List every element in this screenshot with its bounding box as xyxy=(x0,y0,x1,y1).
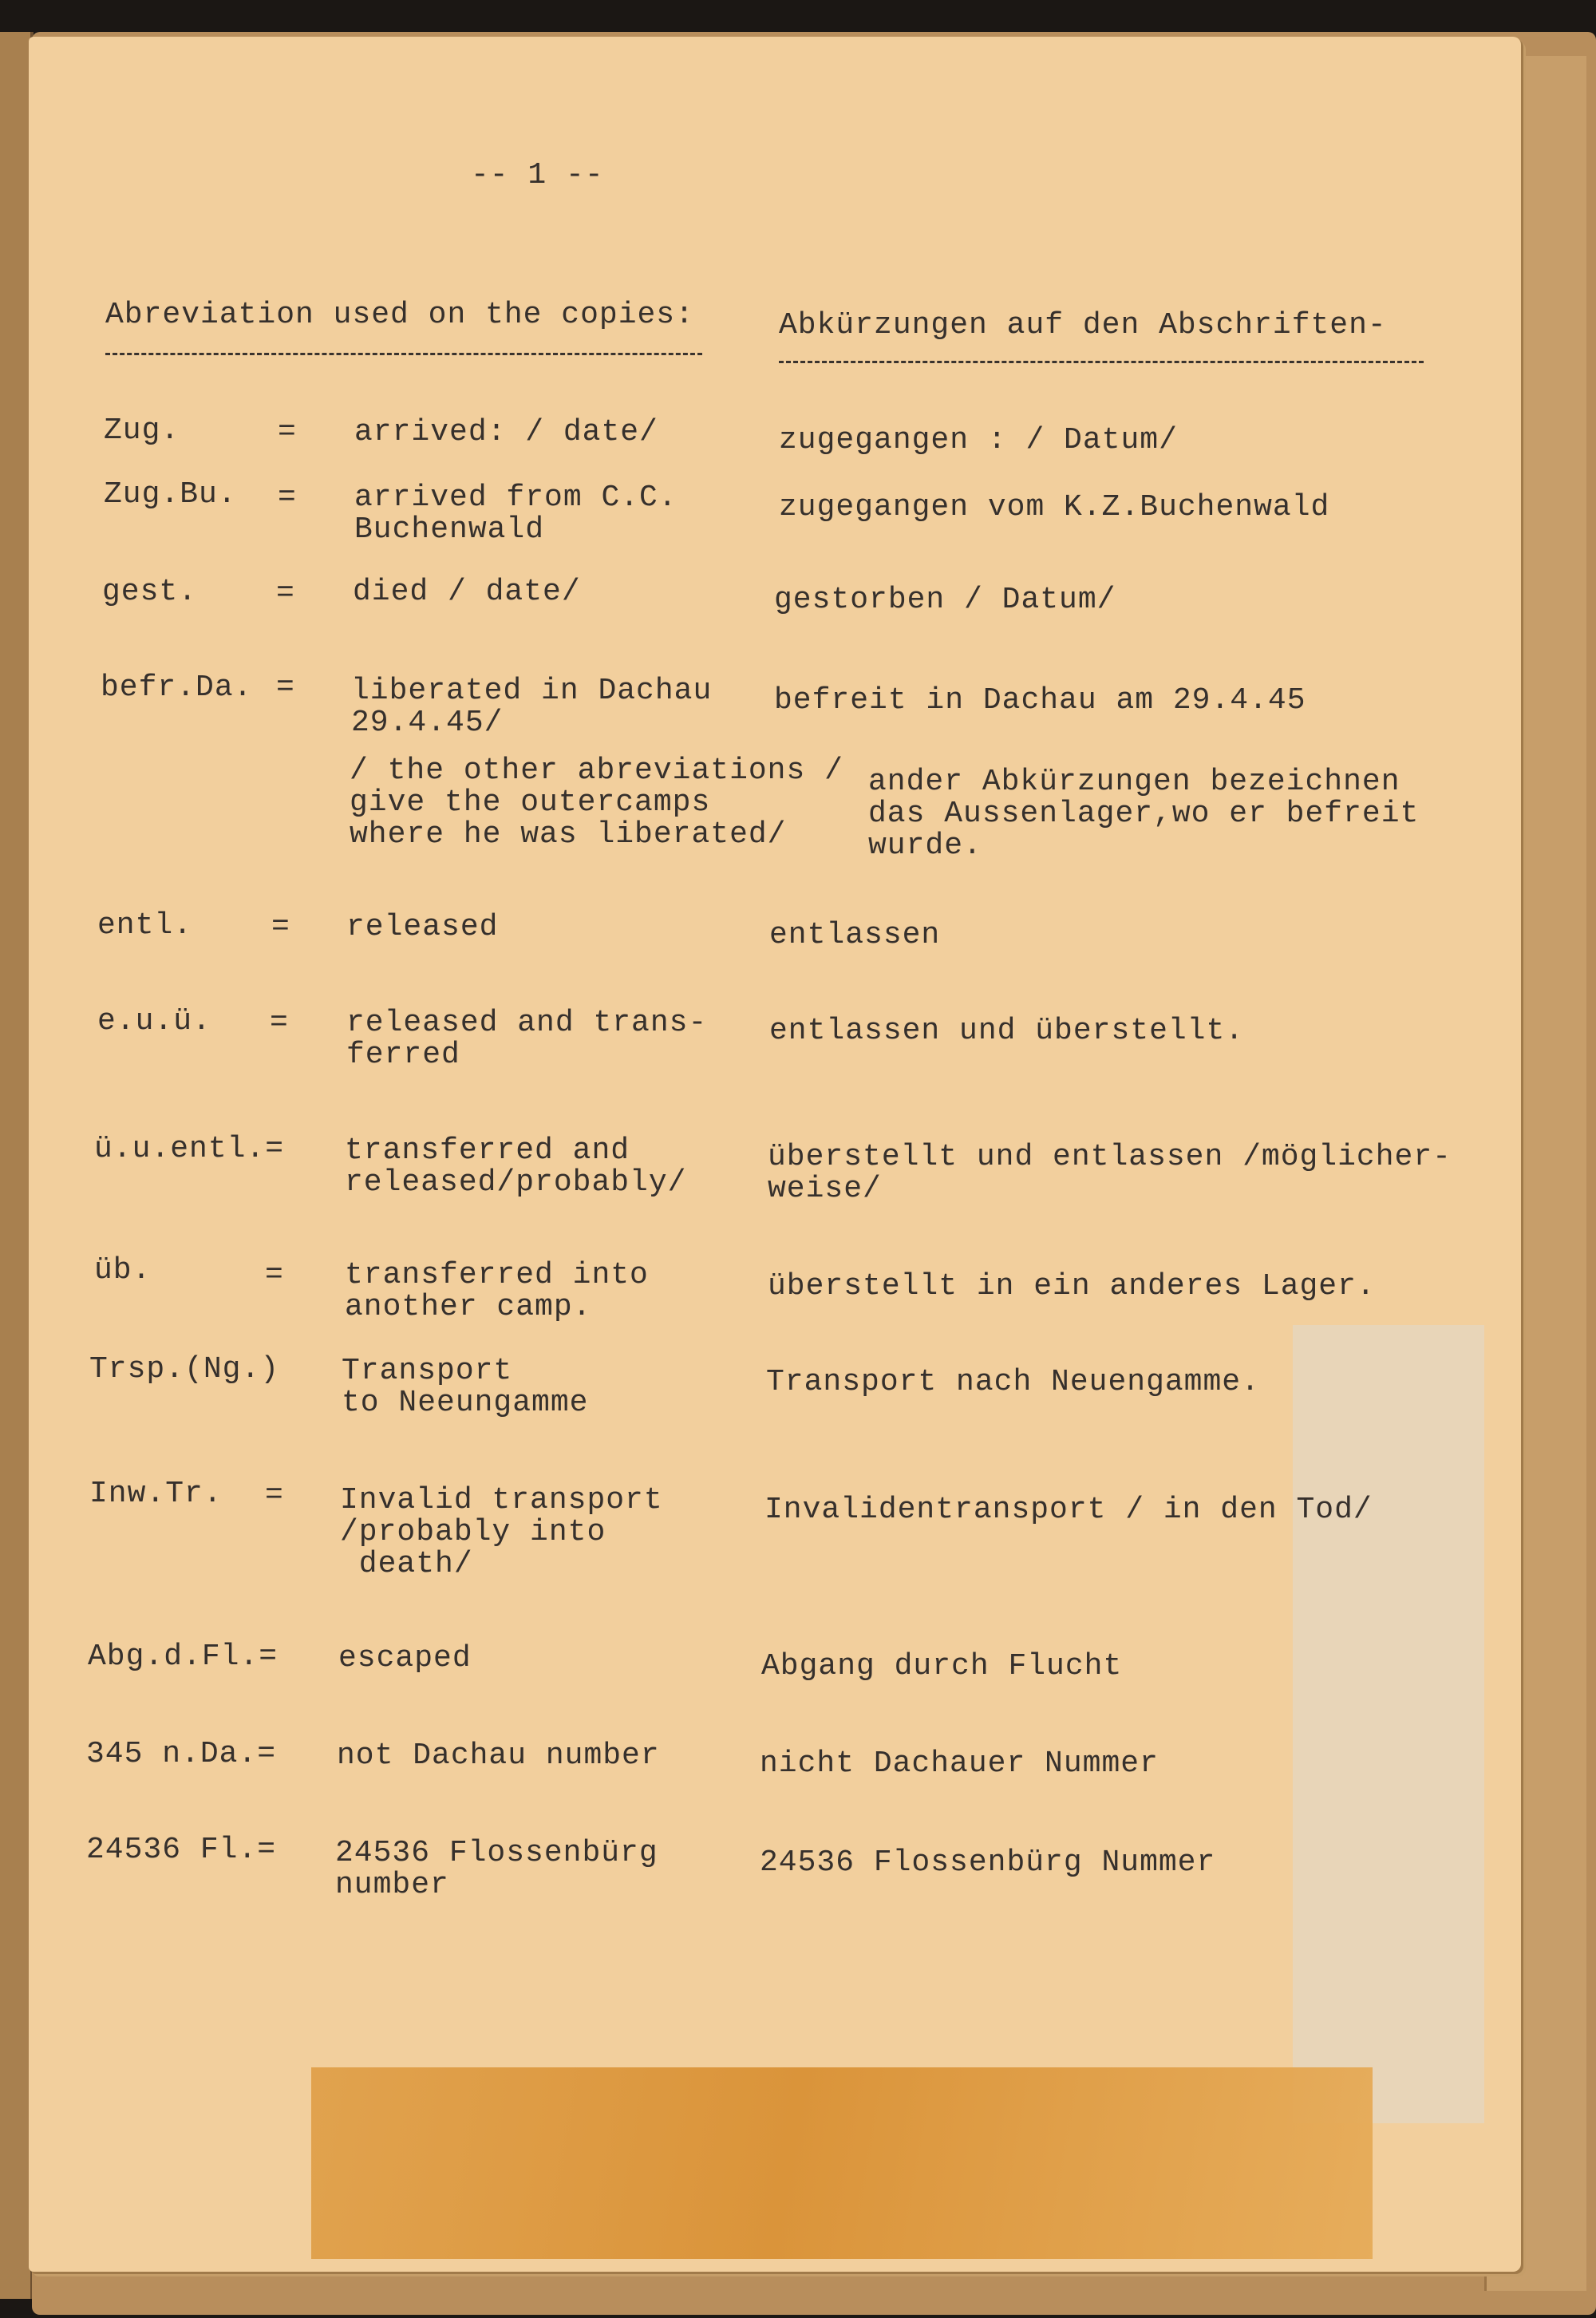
header-english: Abreviation used on the copies: xyxy=(105,298,694,332)
header-german: Abkürzungen auf den Abschriften- xyxy=(779,308,1387,342)
german-cell: befreit in Dachau am 29.4.45 xyxy=(774,683,1306,718)
equals-cell: = xyxy=(270,1006,289,1040)
german-cell: Transport nach Neuengamme. xyxy=(766,1365,1260,1399)
header-english-underline xyxy=(105,353,702,355)
german-cell: nicht Dachauer Nummer xyxy=(760,1746,1159,1781)
english-cell: died / date/ xyxy=(353,575,581,609)
equals-cell: = xyxy=(265,1258,284,1292)
abbr-cell: Trsp.(Ng.) xyxy=(89,1352,280,1386)
abbr-cell: Zug. xyxy=(104,413,180,448)
english-cell: 24536 Flossenbürg number xyxy=(335,1836,658,1902)
abbr-cell: Inw.Tr. xyxy=(89,1477,223,1511)
equals-cell: = xyxy=(271,910,290,944)
german-cell: entlassen xyxy=(769,918,941,952)
english-cell: Invalid transport /probably into death/ xyxy=(340,1483,663,1581)
equals-cell: = xyxy=(276,576,295,611)
german-cell: zugegangen vom K.Z.Buchenwald xyxy=(779,490,1330,524)
english-cell: arrived from C.C. Buchenwald xyxy=(354,481,678,547)
english-cell: escaped xyxy=(338,1641,472,1675)
german-cell: entlassen und überstellt. xyxy=(769,1014,1245,1048)
english-cell: not Dachau number xyxy=(337,1738,660,1773)
abbr-cell: e.u.ü. xyxy=(97,1004,211,1038)
header-german-underline xyxy=(779,361,1424,363)
english-cell: Transport to Neeungamme xyxy=(342,1354,589,1420)
english-cell: released xyxy=(346,910,499,944)
equals-cell: = xyxy=(265,1478,284,1513)
abbr-cell: 24536 Fl.= xyxy=(86,1833,277,1867)
english-cell: liberated in Dachau 29.4.45/ xyxy=(351,674,713,740)
adhesive-tape xyxy=(311,2067,1373,2259)
german-cell: ander Abkürzungen bezeichnen das Aussenlager,wo er befreit wurde. xyxy=(868,765,1420,863)
abbr-cell: entl. xyxy=(97,908,193,943)
english-cell: / the other abreviations / give the outercamps where he was liberated/ xyxy=(350,754,843,852)
german-cell: Abgang durch Flucht xyxy=(761,1649,1123,1683)
abbr-cell: ü.u.entl.= xyxy=(94,1132,285,1166)
abbr-cell: gest. xyxy=(102,575,198,609)
german-cell: überstellt in ein anderes Lager. xyxy=(768,1269,1376,1303)
german-cell: überstellt und entlassen /möglicher- weise/ xyxy=(768,1140,1452,1206)
english-cell: transferred and released/probably/ xyxy=(345,1133,687,1200)
equals-cell: = xyxy=(276,670,295,705)
abbr-cell: 345 n.Da.= xyxy=(86,1737,277,1771)
equals-cell: = xyxy=(278,415,297,449)
page-number: -- 1 -- xyxy=(471,158,604,192)
abbr-cell: üb. xyxy=(94,1253,152,1288)
english-cell: arrived: / date/ xyxy=(354,415,658,449)
german-cell: zugegangen : / Datum/ xyxy=(779,423,1178,457)
german-cell: 24536 Flossenbürg Nummer xyxy=(760,1845,1216,1880)
abbr-cell: befr.Da. xyxy=(101,670,253,705)
german-cell: Invalidentransport / in den Tod/ xyxy=(764,1493,1373,1527)
english-cell: released and trans- ferred xyxy=(346,1006,708,1072)
equals-cell: = xyxy=(278,481,297,515)
abbr-cell: Zug.Bu. xyxy=(104,477,237,512)
english-cell: transferred into another camp. xyxy=(345,1258,649,1324)
abbr-cell: Abg.d.Fl.= xyxy=(88,1640,279,1674)
german-cell: gestorben / Datum/ xyxy=(774,583,1116,617)
